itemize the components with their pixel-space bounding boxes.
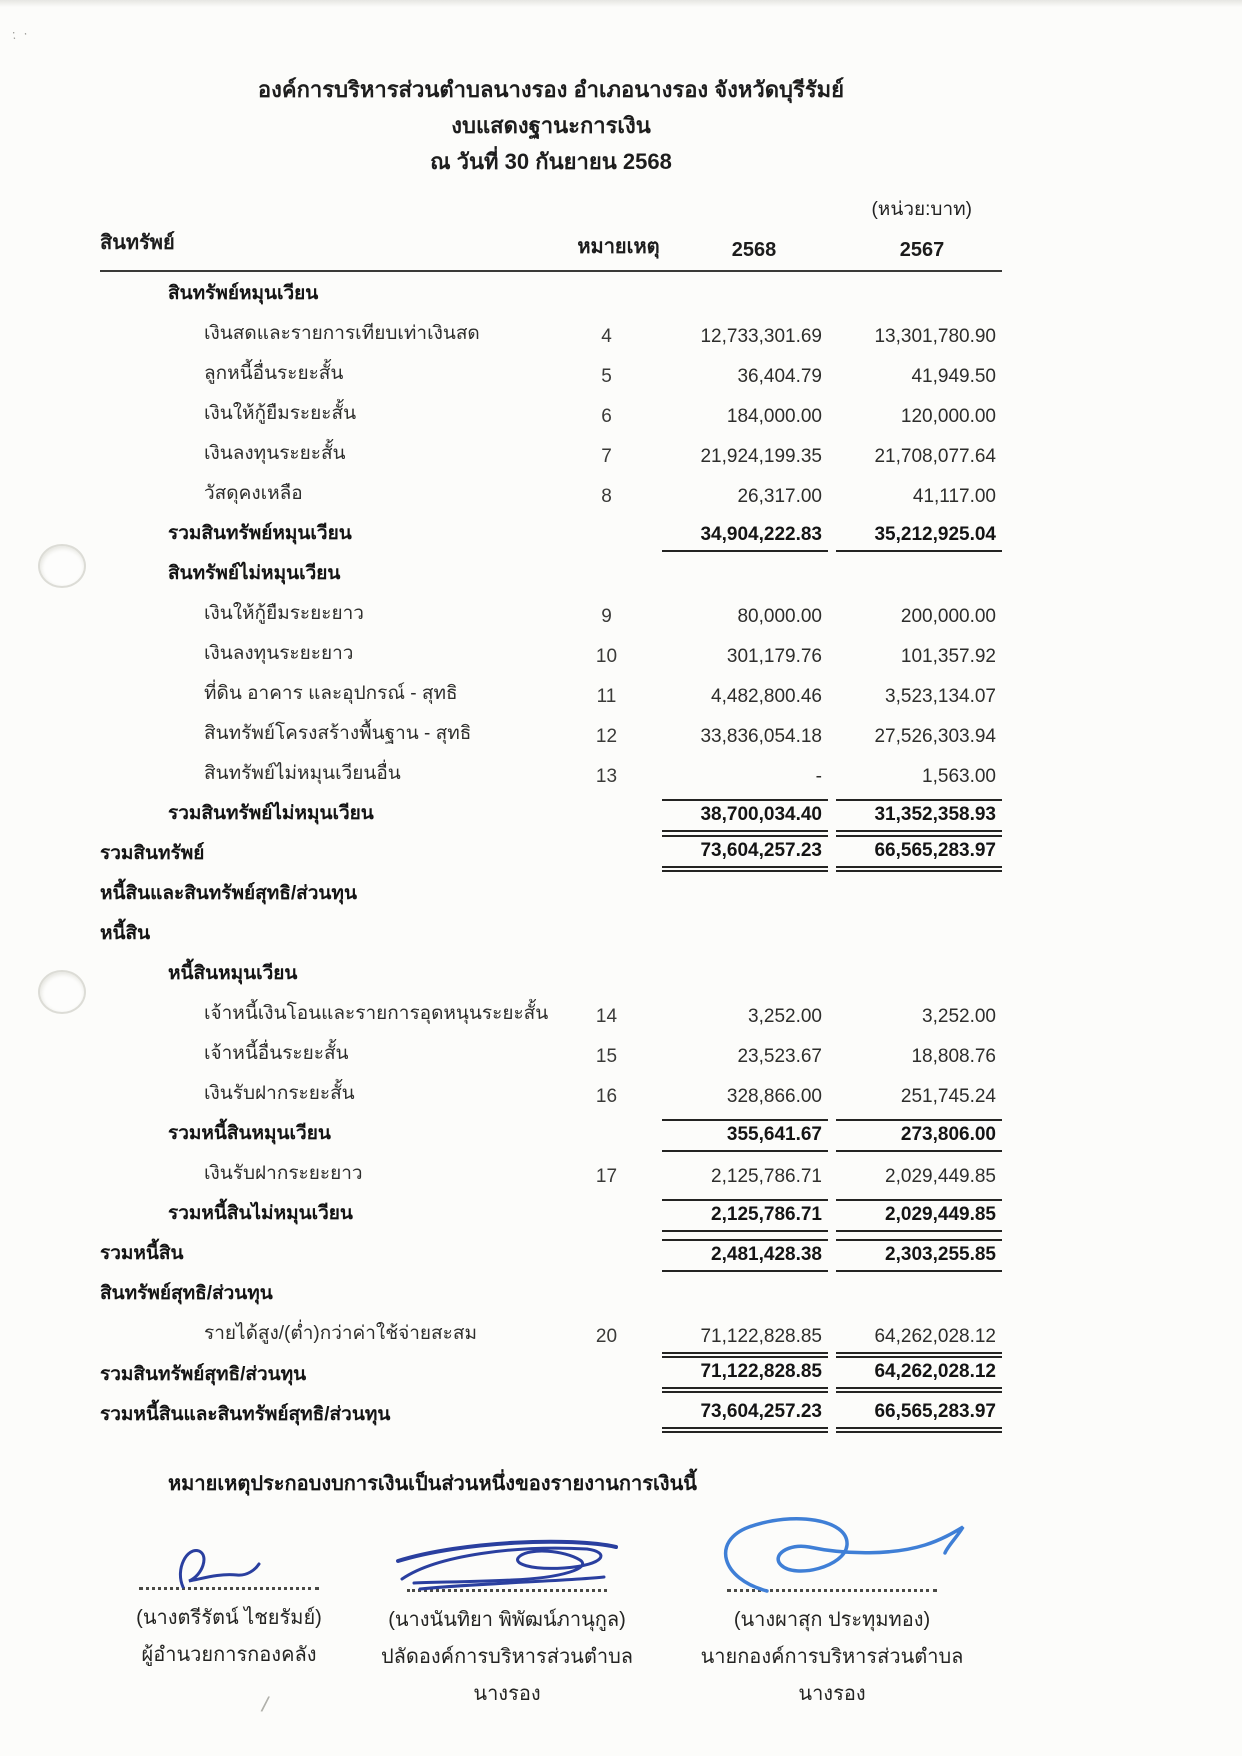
- table-row: [100, 512, 1002, 552]
- table-row: [100, 392, 1002, 432]
- signature-ink: [149, 1537, 309, 1601]
- table-row: [100, 1192, 1002, 1232]
- signature-dotted-line: [139, 1587, 319, 1590]
- table-row: [100, 712, 1002, 752]
- row-amount-2567: 251,745.24: [900, 1086, 996, 1107]
- row-note: 7: [601, 446, 612, 467]
- row-label: หนี้สิน: [100, 923, 151, 944]
- row-amount-2567: 3,252.00: [922, 1006, 996, 1027]
- row-label: เงินสดและรายการเทียบเท่าเงินสด: [204, 323, 480, 344]
- row-note: [559, 828, 654, 832]
- table-row: [100, 312, 1002, 352]
- signature-block: [114, 1537, 344, 1674]
- table-row: [100, 872, 1002, 912]
- row-amount-2567: 2,029,449.85: [885, 1166, 996, 1187]
- table-row: [100, 592, 1002, 632]
- row-amount-2568: 184,000.00: [726, 406, 822, 427]
- row-amount-2567: 41,117.00: [912, 486, 996, 507]
- row-note: [559, 1148, 654, 1152]
- row-amount-2568: 80,000.00: [737, 606, 822, 627]
- row-label: สินทรัพย์สุทธิ/ส่วนทุน: [100, 1283, 273, 1304]
- signer-name: (นางผาสุก ประทุมทอง): [733, 1609, 931, 1631]
- row-amount-2568: 21,924,199.35: [700, 446, 822, 467]
- document-content: [100, 72, 1002, 1753]
- row-note: [559, 1389, 654, 1393]
- row-amount-2568: [662, 588, 828, 592]
- signature-section: [100, 1513, 1002, 1753]
- row-label: สินทรัพย์โครงสร้างพื้นฐาน - สุทธิ: [204, 723, 472, 744]
- row-amount-2568: [662, 988, 828, 992]
- row-label: เงินให้กู้ยืมระยะยาว: [204, 603, 364, 624]
- row-label: สินทรัพย์หมุนเวียน: [168, 283, 319, 304]
- row-note: 12: [595, 726, 618, 747]
- row-amount-2567: 66,565,283.97: [836, 835, 1002, 872]
- statement-title: งบแสดงฐานะการเงิน: [451, 113, 651, 138]
- signer-title: ผู้อำนวยการกองคลัง: [141, 1644, 317, 1666]
- row-note: 8: [601, 486, 612, 507]
- row-label: รวมหนี้สินและสินทรัพย์สุทธิ/ส่วนทุน: [100, 1404, 391, 1425]
- row-amount-2567: 35,212,925.04: [836, 524, 1002, 552]
- table-row: [100, 272, 1002, 312]
- row-label: รายได้สูง/(ต่ำ)กว่าค่าใช้จ่ายสะสม: [204, 1323, 477, 1344]
- row-amount-2568: 2,125,786.71: [662, 1199, 828, 1232]
- row-amount-2568: 38,700,034.40: [662, 799, 828, 832]
- row-amount-2568: [662, 1308, 828, 1312]
- row-note: 15: [595, 1046, 618, 1067]
- row-amount-2568: [662, 308, 828, 312]
- row-amount-2567: 2,029,449.85: [836, 1199, 1002, 1232]
- row-amount-2568: 301,179.76: [726, 646, 822, 667]
- row-label: หนี้สินและสินทรัพย์สุทธิ/ส่วนทุน: [100, 883, 357, 904]
- row-amount-2568: [662, 908, 828, 912]
- table-row: [100, 1352, 1002, 1393]
- row-note: 11: [596, 686, 617, 707]
- row-amount-2568: 23,523.67: [737, 1046, 822, 1067]
- row-note: 14: [595, 1006, 618, 1027]
- row-amount-2568: 328,866.00: [726, 1086, 822, 1107]
- row-amount-2568: 2,125,786.71: [711, 1166, 822, 1187]
- row-amount-2567: 27,526,303.94: [874, 726, 996, 747]
- signer-title: ปลัดองค์การบริหารส่วนตำบลนางรอง: [380, 1646, 634, 1705]
- table-row: [100, 672, 1002, 712]
- row-amount-2568: 4,482,800.46: [711, 686, 822, 707]
- row-note: [559, 1228, 654, 1232]
- row-amount-2568: [662, 948, 828, 952]
- hole-punch: [40, 972, 84, 1012]
- col-header-2567: 2567: [899, 239, 945, 261]
- row-note: 5: [601, 366, 612, 387]
- as-of-date: ณ วันที่ 30 กันยายน 2568: [430, 149, 672, 174]
- row-note: [559, 988, 654, 992]
- col-header-assets: สินทรัพย์: [100, 232, 175, 254]
- row-label: เงินลงทุนระยะยาว: [204, 643, 354, 664]
- table-row: [100, 1232, 1002, 1272]
- table-row: [100, 952, 1002, 992]
- row-amount-2567: 273,806.00: [836, 1119, 1002, 1152]
- row-amount-2567: 120,000.00: [900, 406, 996, 427]
- row-amount-2568: 355,641.67: [662, 1119, 828, 1152]
- row-amount-2568: 71,122,828.85: [662, 1352, 828, 1393]
- row-amount-2567: 1,563.00: [922, 766, 996, 787]
- signature-ink: [392, 1537, 622, 1603]
- document-header: [100, 72, 1002, 180]
- table-row: [100, 1112, 1002, 1152]
- org-title: องค์การบริหารส่วนตำบลนางรอง อำเภอนางรอง จังหวัดบุรีรัมย์: [257, 77, 845, 102]
- row-amount-2567: 3,523,134.07: [885, 686, 996, 707]
- row-amount-2568: -: [815, 766, 822, 787]
- row-note: 9: [601, 606, 612, 627]
- row-note: 20: [595, 1326, 618, 1347]
- row-note: [559, 548, 654, 552]
- row-note: 16: [595, 1086, 618, 1107]
- table-row: [100, 1393, 1002, 1433]
- table-header-row: [100, 226, 1002, 272]
- row-amount-2567: [836, 588, 1002, 592]
- table-row: [100, 632, 1002, 672]
- table-row: [100, 752, 1002, 792]
- row-label: รวมสินทรัพย์หมุนเวียน: [168, 523, 352, 544]
- row-label: เจ้าหนี้อื่นระยะสั้น: [204, 1043, 349, 1064]
- row-note: [559, 1429, 654, 1433]
- row-amount-2567: 13,301,780.90: [874, 326, 996, 347]
- footer-note: หมายเหตุประกอบงบการเงินเป็นส่วนหนึ่งของรายงานการเงินนี้: [168, 1473, 697, 1495]
- row-amount-2567: [836, 988, 1002, 992]
- row-note: [559, 948, 654, 952]
- col-header-note: หมายเหตุ: [577, 236, 660, 258]
- row-amount-2568: 26,317.00: [737, 486, 822, 507]
- row-label: รวมสินทรัพย์: [100, 843, 205, 864]
- row-note: 10: [595, 646, 618, 667]
- signature-dotted-line: [407, 1589, 607, 1592]
- signature-block: [372, 1537, 642, 1713]
- row-note: 6: [601, 406, 612, 427]
- pencil-mark: : ·: [11, 24, 31, 43]
- row-amount-2568: 12,733,301.69: [700, 326, 822, 347]
- row-label: รวมหนี้สินหมุนเวียน: [168, 1123, 331, 1144]
- table-row: [100, 1272, 1002, 1312]
- row-note: 4: [601, 326, 612, 347]
- unit-note: (หน่วย:บาท): [871, 199, 972, 220]
- col-header-2568: 2568: [731, 239, 777, 261]
- row-amount-2567: 31,352,358.93: [836, 799, 1002, 832]
- row-label: ลูกหนี้อื่นระยะสั้น: [204, 363, 344, 384]
- table-row: [100, 792, 1002, 832]
- row-amount-2567: 21,708,077.64: [874, 446, 996, 467]
- row-label: รวมสินทรัพย์ไม่หมุนเวียน: [168, 803, 374, 824]
- row-label: เงินลงทุนระยะสั้น: [204, 443, 346, 464]
- row-amount-2567: 200,000.00: [900, 606, 996, 627]
- row-label: หนี้สินหมุนเวียน: [168, 963, 298, 984]
- table-row: [100, 1312, 1002, 1352]
- signature-block: [692, 1513, 972, 1713]
- row-amount-2568: 71,122,828.85: [700, 1326, 822, 1347]
- row-label: เจ้าหนี้เงินโอนและรายการอุดหนุนระยะสั้น: [204, 1003, 549, 1024]
- row-amount-2568: 3,252.00: [748, 1006, 822, 1027]
- row-label: สินทรัพย์ไม่หมุนเวียนอื่น: [204, 763, 401, 784]
- row-label: รวมหนี้สิน: [100, 1243, 184, 1264]
- table-row: [100, 912, 1002, 952]
- row-amount-2567: [836, 1308, 1002, 1312]
- row-amount-2568: 36,404.79: [737, 366, 822, 387]
- table-row: [100, 1072, 1002, 1112]
- row-label: สินทรัพย์ไม่หมุนเวียน: [168, 563, 341, 584]
- pencil-mark: /: [259, 1691, 273, 1718]
- row-amount-2567: [836, 908, 1002, 912]
- balance-sheet-rows: [100, 272, 1002, 1433]
- row-amount-2567: [836, 308, 1002, 312]
- row-note: [559, 308, 654, 312]
- table-row: [100, 552, 1002, 592]
- table-row: [100, 1152, 1002, 1192]
- table-row: [100, 472, 1002, 512]
- row-note: [559, 908, 654, 912]
- row-note: 17: [595, 1166, 618, 1187]
- signer-name: (นางตรีรัตน์ ไชยรัมย์): [136, 1607, 322, 1629]
- row-amount-2567: [836, 948, 1002, 952]
- signer-title: นายกองค์การบริหารส่วนตำบลนางรอง: [700, 1646, 964, 1705]
- row-note: [559, 588, 654, 592]
- table-row: [100, 352, 1002, 392]
- row-note: [559, 1268, 654, 1272]
- row-label: เงินให้กู้ยืมระยะสั้น: [204, 403, 357, 424]
- row-amount-2567: 64,262,028.12: [874, 1326, 996, 1347]
- table-row: [100, 432, 1002, 472]
- row-amount-2567: 18,808.76: [911, 1046, 996, 1067]
- table-row: [100, 1032, 1002, 1072]
- row-note: 13: [595, 766, 618, 787]
- row-amount-2568: 33,836,054.18: [700, 726, 822, 747]
- row-label: รวมสินทรัพย์สุทธิ/ส่วนทุน: [100, 1364, 307, 1385]
- row-label: เงินรับฝากระยะยาว: [204, 1163, 363, 1184]
- row-amount-2567: 64,262,028.12: [836, 1352, 1002, 1393]
- row-note: [559, 868, 654, 872]
- row-amount-2567: 101,357.92: [900, 646, 996, 667]
- row-amount-2568: 73,604,257.23: [662, 835, 828, 872]
- row-label: เงินรับฝากระยะสั้น: [204, 1083, 355, 1104]
- table-row: [100, 832, 1002, 872]
- row-amount-2568: 2,481,428.38: [662, 1239, 828, 1272]
- row-label: รวมหนี้สินไม่หมุนเวียน: [168, 1203, 353, 1224]
- row-label: ที่ดิน อาคาร และอุปกรณ์ - สุทธิ: [204, 683, 458, 704]
- row-amount-2567: 66,565,283.97: [836, 1401, 1002, 1433]
- signer-name: (นางนันทิยา พิพัฒน์ภานุกูล): [388, 1609, 626, 1631]
- row-amount-2568: 34,904,222.83: [662, 524, 828, 552]
- row-label: วัสดุคงเหลือ: [204, 483, 303, 504]
- row-amount-2567: 41,949.50: [911, 366, 996, 387]
- row-note: [559, 1308, 654, 1312]
- hole-punch: [40, 546, 84, 586]
- table-row: [100, 992, 1002, 1032]
- row-amount-2568: 73,604,257.23: [662, 1401, 828, 1433]
- row-amount-2567: 2,303,255.85: [836, 1239, 1002, 1272]
